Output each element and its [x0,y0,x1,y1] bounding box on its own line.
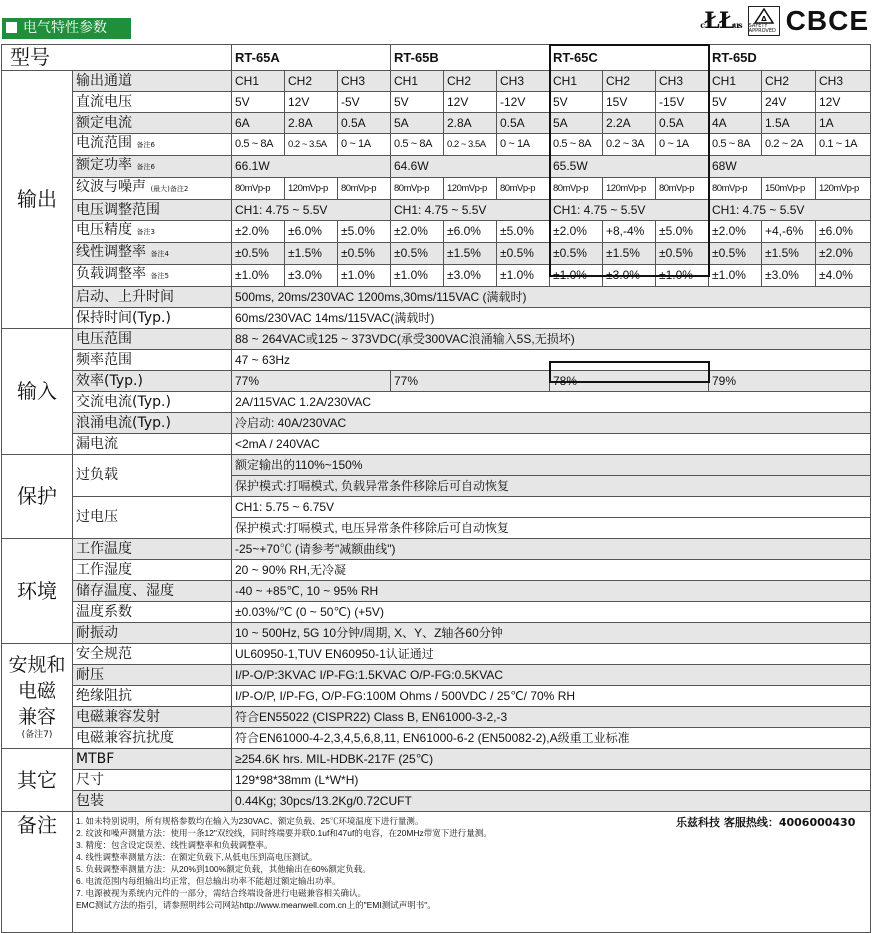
cell: 0.5A [656,113,709,134]
note-line: 7. 电源被视为系统内元件的一部分，需结合终端设备进行电磁兼容相关确认。 [76,888,366,898]
cell: ±0.5% [656,243,709,265]
value-voltage-range: 88 ~ 264VAC或125 ~ 373VDC(承受300VAC浪涌输入5S,无损坏) [232,329,871,350]
value-overload-1: 额定输出的110%~150% [232,455,871,476]
param-frequency: 频率范围 [73,350,232,371]
cell: 80mVp-p [391,178,444,200]
param-channels: 输出通道 [73,71,232,92]
param-overvoltage: 过电压 [73,497,232,539]
model-label: 型号 [2,45,232,71]
cell: 0.1 ~ 1A [816,134,871,156]
section-header [2,18,131,39]
cell: ±0.5% [391,243,444,265]
cell: ±5.0% [497,221,550,243]
value-withstand: I/P-O/P:3KVAC I/P-FG:1.5KVAC O/P-FG:0.5KVAC [232,665,871,686]
cell: ±0.5% [550,243,603,265]
value-emi: 符合EN55022 (CISPR22) Class B, EN61000-3-2,-3 [232,707,871,728]
param-rated-current: 额定电流 [73,113,232,134]
cell: ±4.0% [816,265,871,287]
value-dimension: 129*98*38mm (L*W*H) [232,770,871,791]
param-label: 电压精度 [76,222,132,238]
cell: 12V [816,92,871,113]
category-line: 兼容 [17,706,56,728]
param-overload: 过负载 [73,455,232,497]
param-withstand: 耐压 [73,665,232,686]
cell: ±2.0% [232,221,285,243]
category-line: 电磁 [17,680,56,702]
cell: 0.2 ~ 3.5A [444,134,497,156]
cell: 5V [232,92,285,113]
category-notes: 备注 [2,812,73,933]
cell: 120mVp-p [444,178,497,200]
note-ref: (最大)备注2 [150,185,189,193]
value-ac-current: 2A/115VAC 1.2A/230VAC [232,392,871,413]
cell: 0 ~ 1A [497,134,550,156]
cell: ±3.0% [762,265,816,287]
param-voltage-range: 电压范围 [73,329,232,350]
cell: 4A [709,113,762,134]
param-label: 线性调整率 [76,244,146,260]
safety-mark-text: SAFETY APPROVED [748,23,776,34]
cell: ±2.0% [391,221,444,243]
cell: ±6.0% [444,221,497,243]
param-emi: 电磁兼容发射 [73,707,232,728]
ul-mark-icon: cŁŁus [700,8,742,34]
cell: CH1 [232,71,285,92]
cell: 80mVp-p [497,178,550,200]
cell: 64.6W [391,156,550,178]
param-ripple [73,178,232,200]
cell: ±3.0% [444,265,497,287]
cell: 120mVp-p [603,178,656,200]
param-humidity: 工作湿度 [73,560,232,581]
cell: ±1.5% [762,243,816,265]
note-ref: 备注6 [136,141,155,149]
model-rt65a: RT-65A [232,45,391,71]
cell: ±3.0% [603,265,656,287]
param-dimension: 尺寸 [73,770,232,791]
cell: 68W [709,156,871,178]
value-packing: 0.44Kg; 30pcs/13.2Kg/0.72CUFT [232,791,871,812]
cell: 12V [285,92,338,113]
cell: 0.5A [497,113,550,134]
param-current-range [73,134,232,156]
cell: 24V [762,92,816,113]
model-rt65b: RT-65B [391,45,550,71]
cell: ±1.0% [550,265,603,287]
param-leakage: 漏电流 [73,434,232,455]
note-ref: 备注3 [136,228,155,236]
cell: 6A [232,113,285,134]
cell: CH2 [285,71,338,92]
value-hold-time: 60ms/230VAC 14ms/115VAC(满载时) [232,308,871,329]
param-efficiency: 效率(Typ.) [73,371,232,392]
category-protection: 保护 [2,455,73,539]
note-line: 3. 精度：包含设定误差、线性调整率和负载调整率。 [76,840,273,850]
cell: CH1 [709,71,762,92]
param-label: 纹波与噪声 [76,179,146,195]
cell: 0.5A [338,113,391,134]
cell: 150mVp-p [762,178,816,200]
note-ref: 备注5 [150,272,169,280]
svg-text:Δ: Δ [760,15,767,23]
value-overvoltage-2: 保护模式:打嗝模式, 电压异常条件移除后可自动恢复 [232,518,871,539]
param-rated-power [73,156,232,178]
value-mtbf: ≥254.6K hrs. MIL-HDBK-217F (25℃) [232,749,871,770]
cell: 1.5A [762,113,816,134]
safety-triangle-icon [748,6,780,36]
cell: CH2 [603,71,656,92]
cell: 120mVp-p [816,178,871,200]
cell: 66.1W [232,156,391,178]
cell: 0 ~ 1A [338,134,391,156]
cell: 77% [232,371,391,392]
value-ems: 符合EN61000-4-2,3,4,5,6,8,11, EN61000-6-2 (EN50082-2),A级重工业标准 [232,728,871,749]
cell: ±0.5% [338,243,391,265]
cell: 0.5 ~ 8A [550,134,603,156]
param-temp-coef: 温度系数 [73,602,232,623]
cell: 80mVp-p [550,178,603,200]
model-rt65c: RT-65C [550,45,709,71]
cell: +4,-6% [762,221,816,243]
cell: 12V [444,92,497,113]
cell: ±5.0% [656,221,709,243]
cell: CH1 [550,71,603,92]
param-ems: 电磁兼容抗扰度 [73,728,232,749]
param-dc-voltage: 直流电压 [73,92,232,113]
cell: CH3 [497,71,550,92]
param-vibration: 耐振动 [73,623,232,644]
category-input: 输入 [2,329,73,455]
customer-hotline: 乐兹科技 客服热线：4006000430 [676,816,856,829]
value-isolation: I/P-O/P, I/P-FG, O/P-FG:100M Ohms / 500VDC / 25℃/ 70% RH [232,686,871,707]
cb-ce-mark: CBCE [785,5,869,36]
cell: 80mVp-p [656,178,709,200]
param-ac-current: 交流电流(Typ.) [73,392,232,413]
cell: 0.5 ~ 8A [391,134,444,156]
value-humidity: 20 ~ 90% RH,无冷凝 [232,560,871,581]
cell: CH1: 4.75 ~ 5.5V [709,200,871,221]
value-overvoltage-1: CH1: 5.75 ~ 6.75V [232,497,871,518]
cell: 120mVp-p [285,178,338,200]
cell: ±0.5% [497,243,550,265]
cell: 5A [550,113,603,134]
cell: 65.5W [550,156,709,178]
cell: ±1.0% [656,265,709,287]
cell: CH3 [656,71,709,92]
cell: 5V [550,92,603,113]
cell: ±3.0% [285,265,338,287]
value-leakage: <2mA / 240VAC [232,434,871,455]
param-line-reg [73,243,232,265]
cell: 0 ~ 1A [656,134,709,156]
param-storage: 储存温度、湿度 [73,581,232,602]
param-safety-standards: 安全规范 [73,644,232,665]
note-ref: 备注4 [150,250,169,258]
note-line: EMC测试方法的指引，请参照明纬公司网站http://www.meanwell.com.cn上的"EMI测试声明书"。 [76,900,436,910]
cell: 79% [709,371,871,392]
cell: 5V [709,92,762,113]
category-safety-emc [2,644,73,749]
cell: 78% [550,371,709,392]
note-line: 4. 线性调整率测量方法：在额定负载下,从低电压到高电压测试。 [76,852,318,862]
value-overload-2: 保护模式:打嗝模式, 负载异常条件移除后可自动恢复 [232,476,871,497]
cell: CH2 [444,71,497,92]
cell: CH3 [338,71,391,92]
value-temp-coef: ±0.03%/℃ (0 ~ 50℃) (+5V) [232,602,871,623]
model-rt65d: RT-65D [709,45,871,71]
param-packing: 包装 [73,791,232,812]
param-label: 额定功率 [76,157,132,173]
cell: CH1 [391,71,444,92]
cell: ±5.0% [338,221,391,243]
cell: ±2.0% [550,221,603,243]
category-output: 输出 [2,71,73,329]
cell: ±1.0% [338,265,391,287]
cell: ±0.5% [709,243,762,265]
cell: -5V [338,92,391,113]
cell: 0.2 ~ 3.5A [285,134,338,156]
cell: 80mVp-p [709,178,762,200]
cell: ±0.5% [232,243,285,265]
note-line: 2. 纹波和噪声测量方法：使用一条12"双绞线，同时终端要并联0.1uf和47uf的电容，在20MHz带宽下进行量测。 [76,828,492,838]
certification-marks [700,4,869,38]
value-setup-time: 500ms, 20ms/230VAC 1200ms,30ms/115VAC (满载时) [232,287,871,308]
category-environment: 环境 [2,539,73,644]
param-label: 负载调整率 [76,266,146,282]
cell: CH2 [762,71,816,92]
cell: 2.8A [444,113,497,134]
cell: ±1.5% [285,243,338,265]
cell: ±1.0% [709,265,762,287]
param-work-temp: 工作温度 [73,539,232,560]
cell: 1A [816,113,871,134]
category-note: (备注7) [21,730,53,740]
value-inrush: 冷启动: 40A/230VAC [232,413,871,434]
param-tolerance [73,221,232,243]
cell: ±1.0% [497,265,550,287]
cell: ±1.0% [391,265,444,287]
cell: ±1.5% [603,243,656,265]
note-ref: 备注6 [136,163,155,171]
cell: 80mVp-p [232,178,285,200]
cell: 0.2 ~ 2A [762,134,816,156]
cell: 15V [603,92,656,113]
param-isolation: 绝缘阻抗 [73,686,232,707]
cell: -12V [497,92,550,113]
param-hold-time: 保持时间(Typ.) [73,308,232,329]
cell: 2.8A [285,113,338,134]
cell: 5A [391,113,444,134]
category-others: 其它 [2,749,73,812]
value-storage: -40 ~ +85℃, 10 ~ 95% RH [232,581,871,602]
cell: 2.2A [603,113,656,134]
cell: CH3 [816,71,871,92]
param-label: 电流范围 [76,135,132,151]
note-line: 6. 电流范围内每组输出均正常，但总输出功率不能超过额定输出功率。 [76,876,341,886]
cell: 0.5 ~ 8A [232,134,285,156]
cell: -15V [656,92,709,113]
param-adj-range: 电压调整范围 [73,200,232,221]
cell: 5V [391,92,444,113]
cell: ±1.5% [444,243,497,265]
cell: ±1.0% [232,265,285,287]
value-work-temp: -25~+70℃ (请参考"减额曲线") [232,539,871,560]
note-line: 5. 负载调整率测量方法：从20%到100%额定负载，其他输出在60%额定负载。 [76,864,371,874]
section-title: 电气特性参数 [23,20,107,36]
top-bar [0,0,873,44]
cell: 80mVp-p [338,178,391,200]
value-frequency: 47 ~ 63Hz [232,350,871,371]
cell: CH1: 4.75 ~ 5.5V [550,200,709,221]
category-line: 安规和 [8,654,66,676]
spec-table [1,44,871,933]
param-inrush: 浪涌电流(Typ.) [73,413,232,434]
cell: +8,-4% [603,221,656,243]
cell: 0.5 ~ 8A [709,134,762,156]
cell: 0.2 ~ 3A [603,134,656,156]
cell: CH1: 4.75 ~ 5.5V [391,200,550,221]
value-safety-standards: UL60950-1,TUV EN60950-1认证通过 [232,644,871,665]
cell: ±2.0% [709,221,762,243]
cell: ±6.0% [816,221,871,243]
value-vibration: 10 ~ 500Hz, 5G 10分钟/周期, X、Y、Z轴各60分钟 [232,623,871,644]
param-load-reg [73,265,232,287]
square-bullet-icon [6,22,17,33]
cell: ±6.0% [285,221,338,243]
param-mtbf: MTBF [73,749,232,770]
cell: ±2.0% [816,243,871,265]
cell: CH1: 4.75 ~ 5.5V [232,200,391,221]
cell: 77% [391,371,550,392]
param-setup-time: 启动、上升时间 [73,287,232,308]
note-line: 1. 如未特别说明，所有规格参数均在输入为230VAC、额定负载、25℃环境温度下进行量测。 [76,816,424,826]
